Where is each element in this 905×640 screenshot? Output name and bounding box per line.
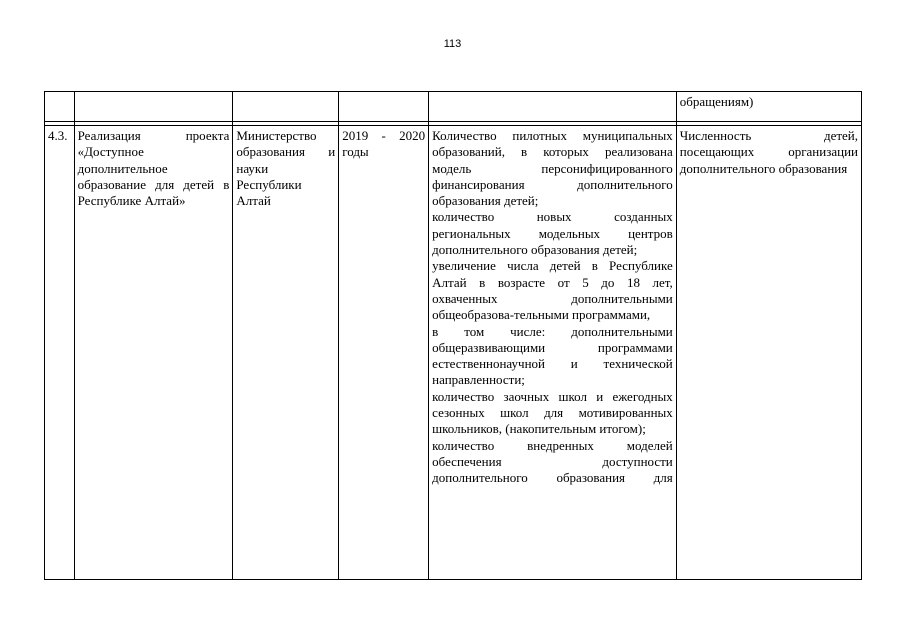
measures-table <box>44 91 862 580</box>
cell-result: обращениям) <box>676 92 861 122</box>
cell-result: Численность детей, посещающих организации дополнительного образования <box>676 126 861 580</box>
cell-period <box>339 92 429 122</box>
cell-num <box>45 92 75 122</box>
indicator-item: количество внедренных моделей обеспечения доступности дополнительного образования для <box>432 437 673 486</box>
cell-executor <box>233 92 339 122</box>
indicator-item: количество заочных школ и ежегодных сезонных школ для мотивированных школьников, (накопительным итогом); <box>432 388 673 437</box>
cell-executor: Министерство образования и науки Республики Алтай <box>233 126 339 580</box>
cell-indicators <box>429 92 677 122</box>
indicator-item: в том числе: дополнительными общеразвивающими программами естественнонаучной и технической направленности; <box>432 323 673 388</box>
table-row <box>45 92 862 122</box>
indicator-item: увеличение числа детей в Республике Алтай в возрасте от 5 до 18 лет, охваченных дополнительными общеобразова-тельными программами, <box>432 258 673 323</box>
table-row <box>45 126 862 580</box>
page-number: 113 <box>443 38 462 50</box>
cell-period: 2019 - 2020 годы <box>339 126 429 580</box>
cell-name <box>74 92 233 122</box>
cell-num: 4.3. <box>45 126 75 580</box>
cell-indicators <box>429 126 677 580</box>
indicator-item: количество новых созданных региональных модельных центров дополнительного образования детей; <box>432 209 673 258</box>
cell-name: Реализация проекта «Доступное дополнительное образование для детей в Республике Алтай» <box>74 126 233 580</box>
indicator-item: Количество пилотных муниципальных образований, в которых реализована модель персонифицированного финансирования дополнительного образования детей; <box>432 128 673 209</box>
